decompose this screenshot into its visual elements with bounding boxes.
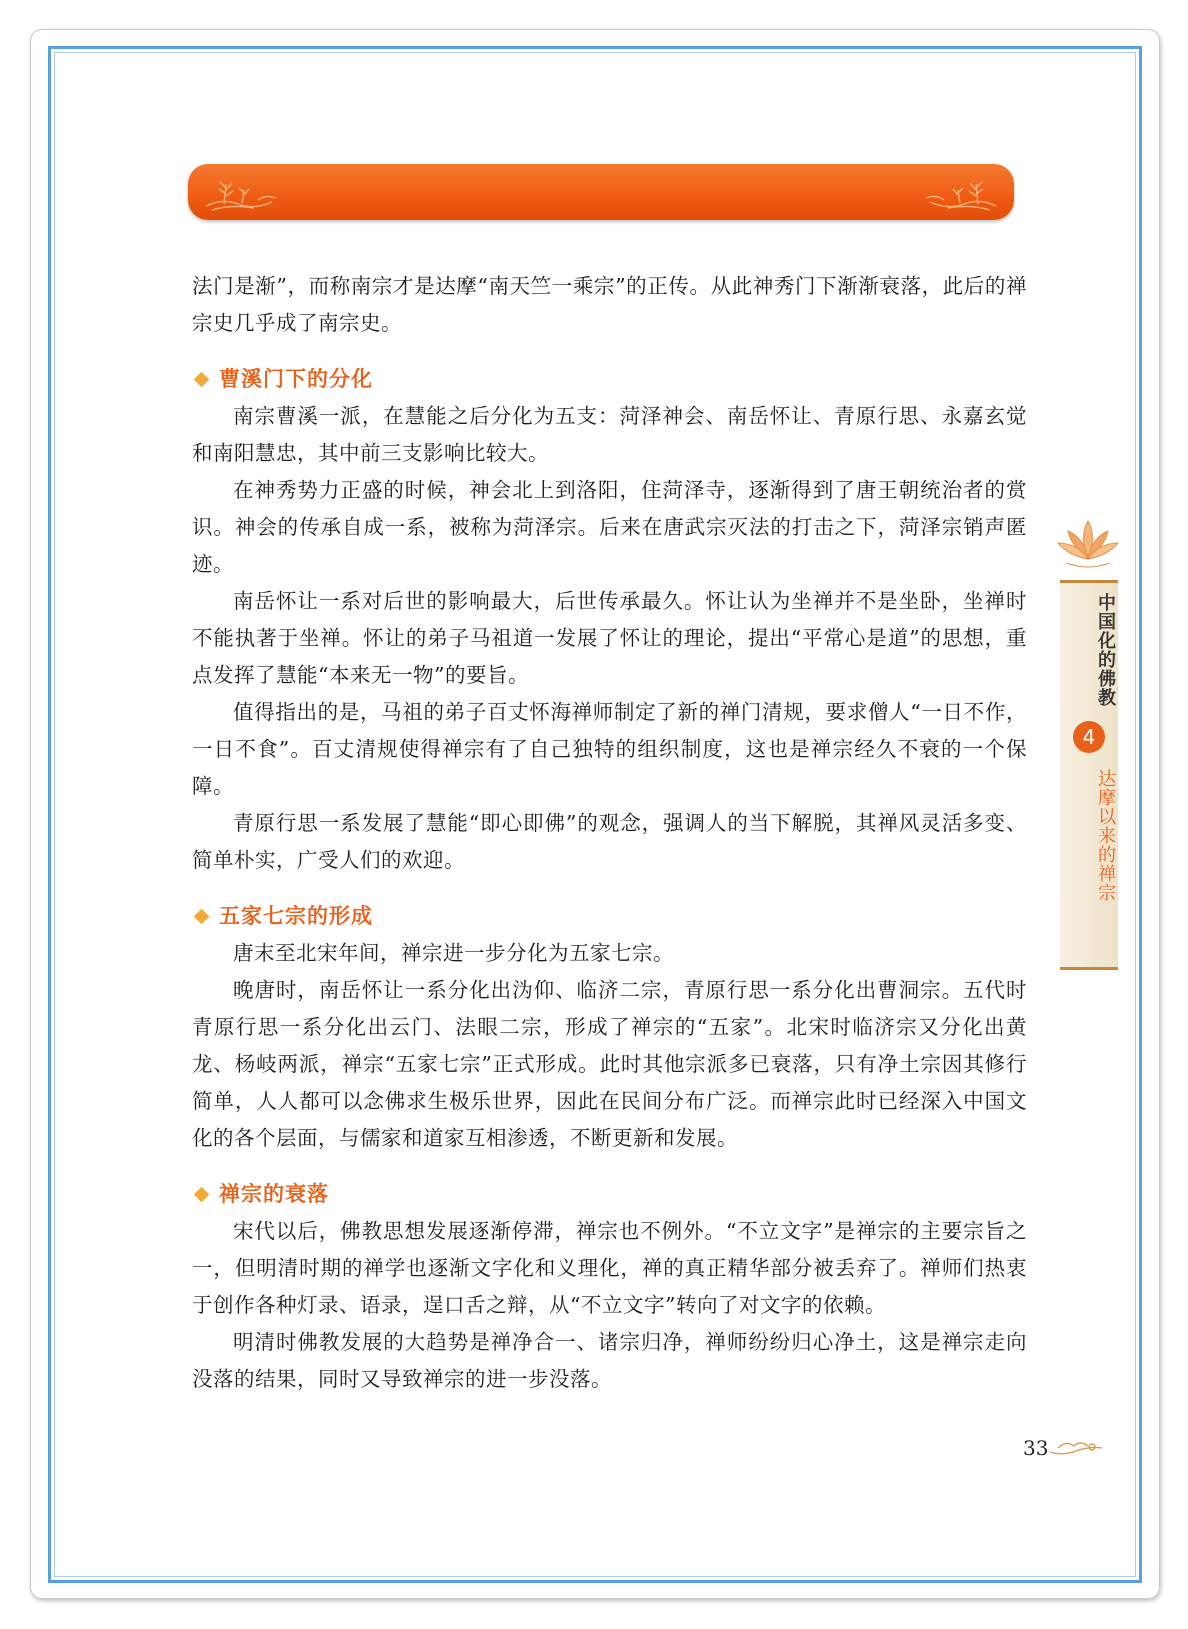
paragraph: 南宗曹溪一派，在慧能之后分化为五支：菏泽神会、南岳怀让、青原行思、永嘉玄觉和南阳慧忠，其中前三支影响比较大。 [192, 404, 1027, 465]
section-heading: 五家七宗的形成 [192, 897, 1027, 935]
diamond-bullet-icon [194, 908, 210, 924]
body-text [192, 268, 1027, 1398]
header-band [188, 164, 1014, 220]
section-heading: 禅宗的衰落 [192, 1175, 1027, 1213]
page-number: 33 [1023, 1436, 1049, 1460]
paragraph: 南岳怀让一系对后世的影响最大，后世传承最久。怀让认为坐禅并不是坐卧，坐禅时不能执著于坐禅。怀让的弟子马祖道一发展了怀让的理论，提出“平常心是道”的思想，重点发挥了慧能“本来无一物”的要旨。 [192, 589, 1027, 687]
chapter-side-tab [1060, 580, 1118, 970]
paragraph: 唐末至北宋年间，禅宗进一步分化为五家七宗。 [233, 941, 674, 965]
landscape-ornament-icon [202, 170, 292, 214]
chapter-title: 中国化的佛教 [1095, 593, 1116, 707]
paragraph: 青原行思一系发展了慧能“即心即佛”的观念，强调人的当下解脱，其禅风灵活多变、简单朴实，广受人们的欢迎。 [192, 811, 1027, 872]
intro-paragraph: 法门是渐”，而称南宗才是达摩“南天竺一乘宗”的正传。从此神秀门下渐渐衰落，此后的禅宗史几乎成了南宗史。 [192, 274, 1027, 335]
paragraph: 值得指出的是，马祖的弟子百丈怀海禅师制定了新的禅门清规，要求僧人“一日不作，一日不食”。百丈清规使得禅宗有了自己独特的组织制度，这也是禅宗经久不衰的一个保障。 [192, 700, 1027, 798]
paragraph: 宋代以后，佛教思想发展逐渐停滞，禅宗也不例外。“不立文字”是禅宗的主要宗旨之一，但明清时期的禅学也逐渐文字化和义理化，禅的真正精华部分被丢弃了。禅师们热衷于创作各种灯录、语录，逞口舌之辩，从“不立文字”转向了对文字的依赖。 [192, 1219, 1027, 1317]
landscape-ornament-icon [910, 170, 1000, 214]
diamond-bullet-icon [194, 371, 210, 387]
cloud-ornament-icon [1048, 1436, 1104, 1458]
lotus-icon [1052, 515, 1124, 571]
diamond-bullet-icon [194, 1186, 210, 1202]
paragraph: 在神秀势力正盛的时候，神会北上到洛阳，住菏泽寺，逐渐得到了唐王朝统治者的赏识。神会的传承自成一系，被称为菏泽宗。后来在唐武宗灭法的打击之下，菏泽宗销声匿迹。 [192, 478, 1027, 576]
chapter-number-badge: 4 [1073, 721, 1105, 753]
section-title: 达摩以来的禅宗 [1095, 769, 1116, 902]
paragraph: 明清时佛教发展的大趋势是禅净合一、诸宗归净，禅师纷纷归心净土，这是禅宗走向没落的结果，同时又导致禅宗的进一步没落。 [192, 1330, 1027, 1391]
section-heading: 曹溪门下的分化 [192, 360, 1027, 398]
paragraph: 晚唐时，南岳怀让一系分化出沩仰、临济二宗，青原行思一系分化出曹洞宗。五代时青原行思一系分化出云门、法眼二宗，形成了禅宗的“五家”。北宋时临济宗又分化出黄龙、杨岐两派，禅宗“五家七宗”正式形成。此时其他宗派多已衰落，只有净土宗因其修行简单，人人都可以念佛求生极乐世界，因此在民间分布广泛。而禅宗此时已经深入中国文化的各个层面，与儒家和道家互相渗透，不断更新和发展。 [192, 978, 1027, 1150]
